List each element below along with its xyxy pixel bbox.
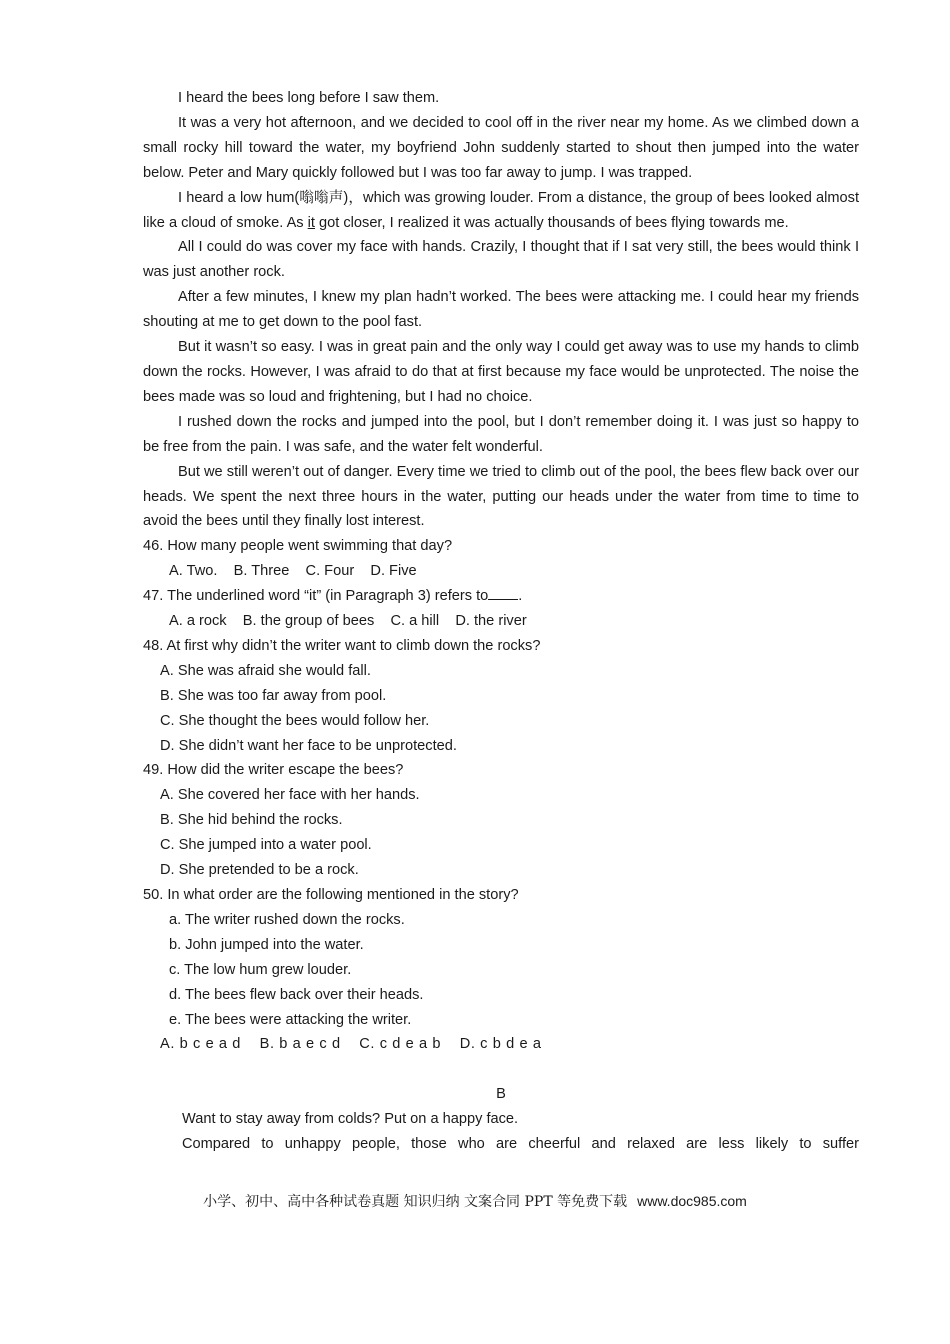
question-48-option-b: B. She was too far away from pool. [160, 687, 387, 704]
section-b-heading: B [496, 1086, 506, 1103]
question-48-option-c: C. She thought the bees would follow her. [160, 712, 430, 729]
passage-a-paragraph-8: But we still weren’t out of danger. Every time we tried to climb out of the pool, the bees flew back over our heads. We spent the next three hours in the water, putting our heads under the water from time to time to avoid the bees until they finally lost interest. [143, 463, 859, 530]
question-48-option-d: D. She didn’t want her face to be unprotected. [160, 737, 457, 754]
question-50-item-d: d. The bees flew back over their heads. [169, 986, 424, 1003]
passage-a-paragraph-1: I heard the bees long before I saw them. [178, 90, 440, 106]
passage-a-paragraph-5: After a few minutes, I knew my plan hadn’t worked. The bees were attacking me. I could hear my friends shouting at me to get down to the pool fast. [143, 289, 859, 331]
question-46: 46. How many people went swimming that day? [143, 538, 453, 555]
question-50-item-c: c. The low hum grew louder. [169, 961, 352, 978]
passage-a-paragraph-7: I rushed down the rocks and jumped into the pool, but I don’t remember doing it. I was just so happy to be free from the pain. I was safe, and the water felt wonderful. [143, 413, 859, 455]
passage-b-paragraph-1: Want to stay away from colds? Put on a happy face. [182, 1111, 519, 1128]
question-47-period: . [518, 588, 523, 605]
section-gap [143, 1057, 859, 1082]
footer-text: 小学、初中、高中各种试卷真题 知识归纳 文案合同 PPT 等免费下载 [203, 1194, 628, 1210]
question-50-options: A. b c e a d B. b a e c d C. c d e a b D. c b d e a [160, 1036, 542, 1053]
underlined-word-it: it [307, 214, 315, 231]
question-48: 48. At first why didn’t the writer want to climb down the rocks? [143, 637, 541, 654]
passage-a-paragraph-3 [143, 186, 859, 236]
question-50-item-a: a. The writer rushed down the rocks. [169, 911, 405, 928]
question-47 [143, 584, 859, 609]
passage-a-paragraph-6: But it wasn’t so easy. I was in great pain and the only way I could get away was to use my hands to climb down the rocks. However, I was afraid to do that at first because my face would be unprotected. The noise the bees made was so loud and frightening, but I had no choice. [143, 339, 859, 405]
passage-a-paragraph-2: It was a very hot afternoon, and we decided to cool off in the river near my home. As we climbed down a small rocky hill toward the water, my boyfriend John suddenly started to shout then jumped into the water below. Peter and Mary quickly followed but I was too far away to jump. I was trapped. [143, 114, 859, 181]
question-49-option-b: B. She hid behind the rocks. [160, 812, 343, 829]
question-49-option-d: D. She pretended to be a rock. [160, 862, 359, 879]
question-47-text: 47. The underlined word “it” (in Paragraph 3) refers to [143, 588, 489, 605]
question-50-item-b: b. John jumped into the water. [169, 936, 364, 953]
answer-blank [488, 585, 518, 600]
question-49: 49. How did the writer escape the bees? [143, 762, 404, 779]
question-48-option-a: A. She was afraid she would fall. [160, 662, 371, 679]
question-50: 50. In what order are the following mentioned in the story? [143, 887, 519, 903]
paragraph-3-end: got closer, I realized it was actually thousands of bees flying towards me. [314, 214, 789, 231]
question-49-option-c: C. She jumped into a water pool. [160, 837, 372, 854]
paragraph-3-start: I heard a low hum(嗡嗡声)，which was growing louder. From a distance, the group of bees looked almost like a cloud of smoke. As [143, 189, 859, 231]
footer-url[interactable]: www.doc985.com [637, 1193, 747, 1209]
question-47-options: A. a rock B. the group of bees C. a hill D. the river [169, 613, 527, 630]
question-49-option-a: A. She covered her face with her hands. [160, 787, 420, 804]
passage-a-paragraph-4: All I could do was cover my face with hands. Crazily, I thought that if I sat very still, the bees would think I was just another rock. [143, 239, 859, 281]
question-46-options: A. Two. B. Three C. Four D. Five [169, 563, 417, 580]
document-page [143, 86, 859, 1157]
page-footer [0, 1190, 950, 1213]
question-50-item-e: e. The bees were attacking the writer. [169, 1011, 412, 1028]
passage-b-paragraph-2: Compared to unhappy people, those who are cheerful and relaxed are less likely to suffer [182, 1136, 859, 1153]
